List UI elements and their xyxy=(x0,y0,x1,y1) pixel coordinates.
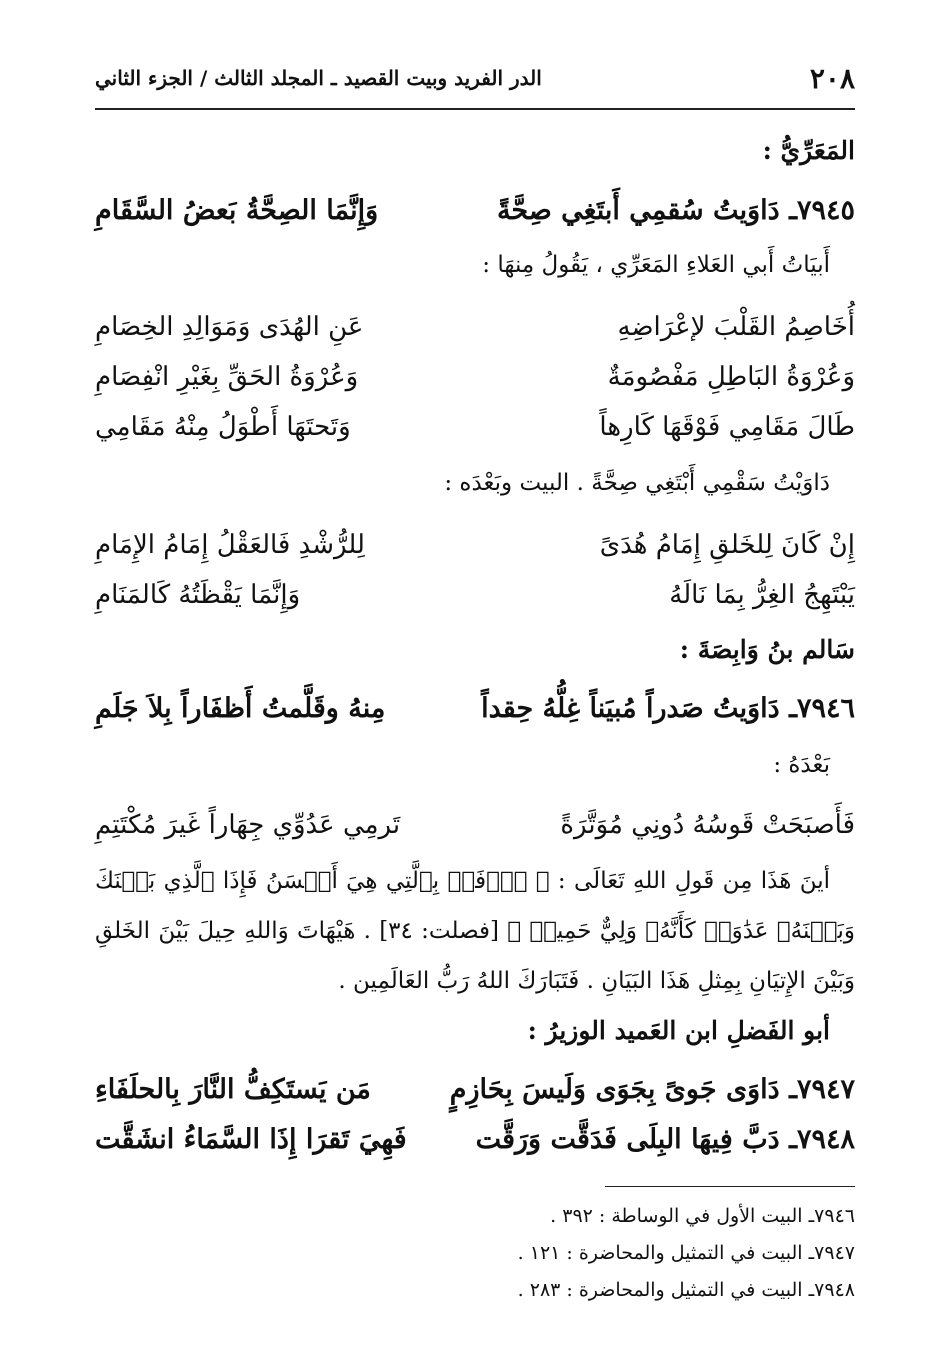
verse-first-hemistich xyxy=(497,195,855,226)
numbered-verse-7946 xyxy=(95,683,855,733)
verse-first-text: دَاوَى جَوىً بِجَوَى وَلَيسَ بِحَازِمٍ xyxy=(449,1073,780,1105)
verse-line xyxy=(95,352,855,402)
verse-first-text: دَبَّ فِيهَا البِلَى فَدَقَّت وَرَقَّت xyxy=(475,1123,780,1155)
verse-number: ٧٩٤٦ـ xyxy=(789,692,855,724)
verse-second-hemistich: تَرمِي عَدُوِّي جِهَاراً غَيرَ مُكْتَتِمِ xyxy=(95,810,401,840)
intro-text: دَاوَيْتُ سَقْمِي أَبْتَغِي صِحَّةً . البيت وبَعْدَه : xyxy=(444,470,830,496)
verse-second-hemistich: مِنهُ وقَلَّمتُ أَظفَاراً بِلاَ جَلَمِ xyxy=(95,692,386,724)
page-header xyxy=(95,58,855,98)
footnote: ٧٩٤٧ـ البيت في التمثيل والمحاضرة : ١٢١ . xyxy=(517,1242,855,1264)
verse-first-hemistich: وَعُرْوَةُ البَاطِلِ مَفْصُومَةٌ xyxy=(607,362,855,392)
header-divider xyxy=(95,108,855,110)
verse-number: ٧٩٤٧ـ xyxy=(789,1073,855,1105)
numbered-verse-7945 xyxy=(95,185,855,235)
verse-line xyxy=(95,520,855,570)
footnote: ٧٩٤٦ـ البيت الأول في الوساطة : ٣٩٢ . xyxy=(550,1205,855,1227)
verse-first-hemistich: أُخَاصِمُ القَلْبَ لإعْرَاضِهِ xyxy=(617,312,855,342)
poet-heading: المَعَرِّيُّ : xyxy=(762,136,855,165)
footnote-divider xyxy=(605,1186,855,1187)
intro-text: بَعْدَهُ : xyxy=(773,752,830,778)
verse-line xyxy=(95,402,855,452)
footnote: ٧٩٤٨ـ البيت في التمثيل والمحاضرة : ٢٨٣ . xyxy=(517,1279,855,1301)
verse-second-hemistich: وَتَحتَهَا أَطْوَلُ مِنْهُ مَقَامِي xyxy=(95,412,351,442)
numbered-verse-7948 xyxy=(95,1114,855,1164)
numbered-verse-7947 xyxy=(95,1064,855,1114)
verse-second-hemistich: مَن يَستَكِفُّ النَّارَ بِالحلَفَاءِ xyxy=(95,1073,371,1105)
verse-first-hemistich: طَالَ مَقَامِي فَوْقَهَا كَارِهاً xyxy=(599,412,855,442)
poet-heading: أبو الفَضلِ ابن العَميد الوزيرُ : xyxy=(527,1016,830,1045)
verse-line xyxy=(95,570,855,620)
verse-number: ٧٩٤٨ـ xyxy=(789,1123,855,1155)
verse-first-hemistich xyxy=(481,693,855,724)
verse-first-hemistich: إِنْ كَانَ لِلخَلقِ إِمَامُ هُدَىً xyxy=(599,530,855,560)
verse-line xyxy=(95,302,855,352)
page-number: ٢٠٨ xyxy=(809,61,855,95)
verse-second-hemistich: فَهِيَ تَقرَا إِذَا السَّمَاءُ انشَقَّت xyxy=(95,1123,407,1155)
verse-second-hemistich: وَعُرْوَةُ الحَقِّ بِغَيْرِ انْفِصَامِ xyxy=(95,362,359,392)
verse-first-hemistich: فَأَصبَحَتْ قَوسُهُ دُونِي مُوَتَّرَةً xyxy=(560,810,855,840)
verse-second-hemistich: وَإِنَّمَا الصِحَّةُ بَعضُ السَّقَامِ xyxy=(95,194,379,226)
verse-first-hemistich: يَبْتَهِجُ الغِرُّ بِمَا نَالَهُ xyxy=(669,580,855,610)
verse-first-text: دَاوَيتُ سُقمِي أَبتَغِي صِحَّةً xyxy=(496,194,780,226)
verse-second-hemistich: وَإِنَّمَا يَقْظَتُهُ كَالمَنَامِ xyxy=(95,580,301,610)
intro-text: أَبيَاتُ أَبي العَلاءِ المَعَرِّي ، يَقُولُ مِنهَا : xyxy=(482,252,830,278)
verse-first-text: دَاوَيتُ صَدراً مُبيَناً غِلُّهُ حِقداً xyxy=(481,692,780,724)
verse-first-hemistich xyxy=(476,1124,855,1155)
running-title: الدر الفريد وبيت القصيد ـ المجلد الثالث / الجزء الثاني xyxy=(95,66,542,90)
verse-second-hemistich: لِلرُّشْدِ فَالعَقْلُ إِمَامُ الإِمَامِ xyxy=(95,530,365,560)
verse-second-hemistich: عَنِ الهُدَى وَمَوَالِدِ الخِصَامِ xyxy=(95,312,364,342)
verse-number: ٧٩٤٥ـ xyxy=(789,194,855,226)
commentary-paragraph: أينَ هَذَا مِن قَولِ اللهِ تَعَالَى : ﴿ ٱدۡفَعۡ بِٱلَّتِي هِيَ أَحۡسَنُ فَإِذَا ٱلَّذِي بَيۡنَكَ وَبَيۡنَهُۥ عَدَٰوَةٞ كَأَنَّهُۥ وَلِيٌّ حَمِيمٞ ﴾ [فصلت: ٣٤] . هَيْهَاتَ وَاللهِ حِيلَ بَيْنَ الخَلقِ وَبَيْنَ الإِتيَانِ بِمِثلِ هَذَا البَيَانِ . فَتَبَارَكَ اللهُ رَبُّ العَالَمِين . xyxy=(95,868,855,994)
verse-first-hemistich xyxy=(450,1074,855,1105)
verse-line xyxy=(95,800,855,850)
poet-heading: سَالم بنُ وَابِصَةَ : xyxy=(679,635,855,664)
